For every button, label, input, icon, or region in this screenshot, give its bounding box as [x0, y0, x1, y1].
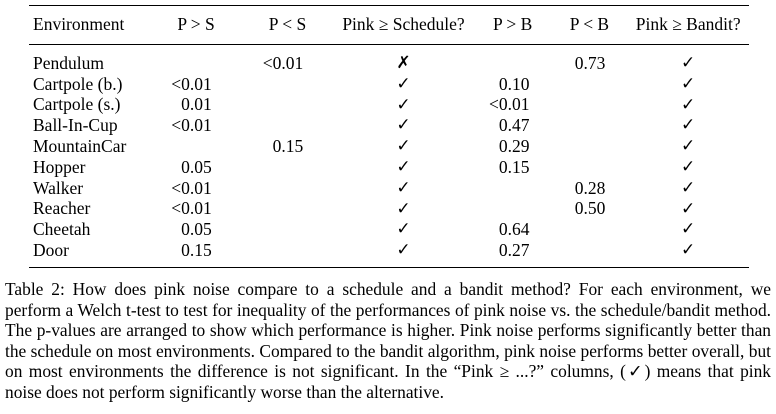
- cell-env: Door: [33, 240, 69, 261]
- cell-p-gt-s: 0.05: [181, 156, 212, 177]
- cell-pink-ge-bandit: ✓: [681, 219, 696, 240]
- table-row: [29, 220, 749, 241]
- cell-p-lt-b: [552, 157, 628, 178]
- cell-pink-ge-bandit: ✓: [681, 94, 696, 115]
- cell-p-gt-b: <0.01: [489, 94, 530, 115]
- cell-p-lt-b: 0.28: [574, 177, 606, 198]
- cell-env: Cartpole (s.): [33, 94, 121, 115]
- cell-pink-ge-schedule: ✓: [396, 198, 411, 219]
- cell-p-lt-b: [552, 220, 628, 241]
- table-caption: Table 2: How does pink noise compare to a schedule and a bandit method? For each environment, we perform a Welch t-test to test for inequality of the performances of pink noise vs. the schedule/bandit method. The p-values are arranged to show which performance is higher. Pink noise performs significantly better than the schedule on most environments. Compared to the bandit algorithm, pink noise performs better overall, but on most environments the difference is not significant. In the “Pink ≥ ...?” columns, (✓) means that pink noise does not perform significantly worse than the alternative.: [5, 279, 771, 402]
- cell-p-lt-s: [242, 95, 333, 116]
- cell-p-lt-b: [552, 116, 628, 137]
- cell-p-lt-s: [242, 74, 333, 95]
- cell-env: Cheetah: [33, 219, 91, 240]
- cell-p-gt-s: [150, 45, 241, 75]
- cell-p-gt-b: [474, 178, 552, 199]
- cell-pink-ge-bandit: ✓: [681, 240, 696, 261]
- cell-p-lt-s: [242, 240, 333, 267]
- cell-pink-ge-bandit: ✓: [681, 157, 696, 178]
- cell-p-lt-b: 0.73: [574, 52, 606, 73]
- cell-pink-ge-bandit: ✓: [681, 73, 696, 94]
- table-header-row: [29, 6, 749, 45]
- table-row: [29, 240, 749, 267]
- table-row: [29, 45, 749, 75]
- header-p-lt-s: P < S: [268, 14, 307, 35]
- cell-env: Reacher: [33, 198, 91, 219]
- table-row: [29, 178, 749, 199]
- cell-pink-ge-schedule: ✓: [396, 115, 411, 136]
- cell-p-gt-b: 0.27: [498, 240, 530, 261]
- table-row: [29, 199, 749, 220]
- header-pink-ge-schedule: Pink ≥ Schedule?: [342, 14, 465, 35]
- cell-p-lt-s: [242, 199, 333, 220]
- cell-env: MountainCar: [33, 136, 127, 157]
- cell-p-gt-s: 0.05: [181, 219, 212, 240]
- cell-pink-ge-schedule: ✗: [396, 53, 411, 73]
- cell-pink-ge-schedule: ✓: [396, 94, 411, 115]
- cell-p-gt-b: [474, 45, 552, 75]
- cell-p-lt-s: <0.01: [262, 52, 304, 73]
- results-table: [29, 5, 749, 268]
- cell-p-lt-b: 0.50: [574, 198, 606, 219]
- table-row: [29, 157, 749, 178]
- header-p-gt-s: P > S: [177, 14, 215, 35]
- cell-p-gt-s: [150, 136, 241, 157]
- cell-pink-ge-schedule: ✓: [396, 240, 411, 261]
- cell-p-gt-s: 0.01: [181, 94, 212, 115]
- cell-p-lt-b: [552, 74, 628, 95]
- cell-p-lt-b: [552, 95, 628, 116]
- cell-env: Walker: [33, 177, 84, 198]
- cell-p-lt-b: [552, 240, 628, 267]
- cell-pink-ge-bandit: ✓: [681, 198, 696, 219]
- table-row: [29, 136, 749, 157]
- cell-pink-ge-schedule: ✓: [396, 177, 411, 198]
- table-row: [29, 116, 749, 137]
- header-p-lt-b: P < B: [569, 14, 610, 35]
- cell-p-gt-b: 0.15: [498, 156, 530, 177]
- table-row: [29, 95, 749, 116]
- cell-p-gt-b: 0.64: [498, 219, 530, 240]
- cell-p-lt-s: [242, 220, 333, 241]
- cell-pink-ge-bandit: ✓: [681, 53, 696, 73]
- cell-p-gt-s: 0.15: [181, 240, 212, 261]
- cell-pink-ge-schedule: ✓: [396, 157, 411, 178]
- cell-p-lt-s: [242, 178, 333, 199]
- cell-p-lt-s: 0.15: [272, 136, 304, 157]
- cell-pink-ge-schedule: ✓: [396, 219, 411, 240]
- cell-p-gt-b: 0.10: [498, 73, 530, 94]
- cell-env: Ball-In-Cup: [33, 115, 118, 136]
- cell-env: Pendulum: [33, 52, 104, 73]
- header-environment: Environment: [33, 14, 125, 35]
- cell-pink-ge-bandit: ✓: [681, 136, 696, 157]
- cell-pink-ge-schedule: ✓: [396, 136, 411, 157]
- cell-p-lt-b: [552, 136, 628, 157]
- table-row: [29, 74, 749, 95]
- header-p-gt-b: P > B: [492, 14, 533, 35]
- header-pink-ge-bandit: Pink ≥ Bandit?: [635, 14, 741, 35]
- cell-pink-ge-bandit: ✓: [681, 177, 696, 198]
- cell-p-lt-s: [242, 116, 333, 137]
- cell-p-gt-b: [474, 199, 552, 220]
- cell-p-lt-s: [242, 157, 333, 178]
- table-body: [29, 45, 749, 268]
- cell-p-gt-s: <0.01: [171, 177, 212, 198]
- cell-p-gt-s: <0.01: [171, 115, 212, 136]
- cell-pink-ge-bandit: ✓: [681, 115, 696, 136]
- cell-p-gt-b: 0.47: [498, 115, 530, 136]
- cell-p-gt-s: <0.01: [171, 73, 212, 94]
- cell-p-gt-s: <0.01: [171, 198, 212, 219]
- results-table-container: [29, 5, 749, 268]
- cell-p-gt-b: 0.29: [498, 136, 530, 157]
- cell-env: Cartpole (b.): [33, 73, 123, 94]
- cell-env: Hopper: [33, 156, 86, 177]
- cell-pink-ge-schedule: ✓: [396, 73, 411, 94]
